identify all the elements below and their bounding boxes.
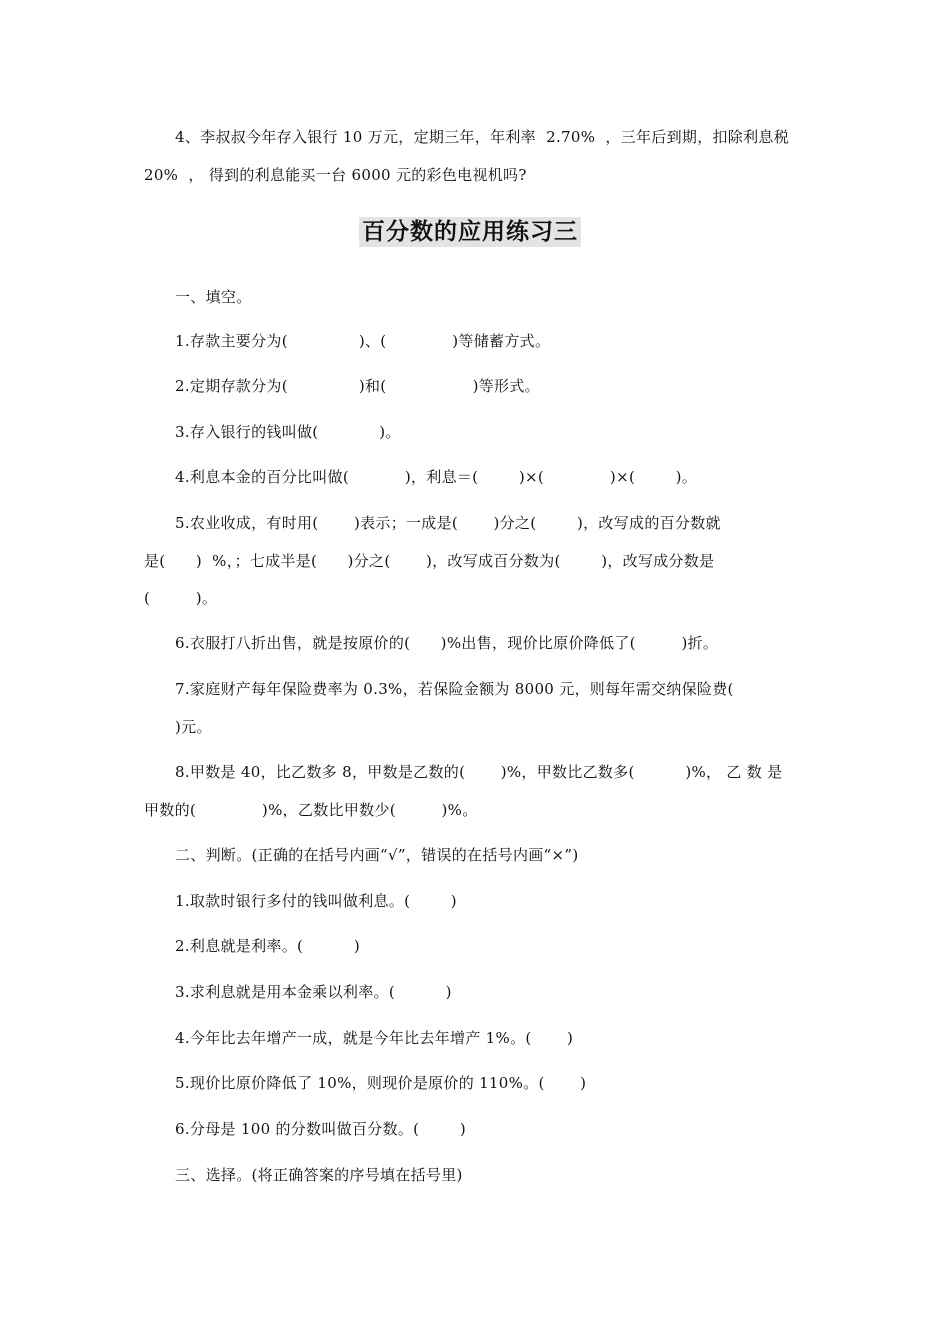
fill-blank-q8-line-1: 8.甲数是 40，比乙数多 8，甲数是乙数的( )%，甲数比乙数多( )%， 乙 数 是 — [175, 763, 783, 781]
judge-q5: 5.现价比原价降低了 10%，则现价是原价的 110%。( ) — [175, 1074, 587, 1092]
fill-blank-q5-line-2: 是( ) %，；七成半是( )分之( )，改写成百分数为( )，改写成分数是 — [144, 552, 715, 570]
fill-blank-q1: 1.存款主要分为( )、( )等储蓄方式。 — [175, 332, 551, 350]
judge-q6: 6.分母是 100 的分数叫做百分数。( ) — [175, 1120, 467, 1138]
fill-blank-q7-line-1: 7.家庭财产每年保险费率为 0.3%，若保险金额为 8000 元，则每年需交纳保险费( — [175, 680, 734, 698]
previous-problem-line-1: 4、李叔叔今年存入银行 10 万元，定期三年，年利率 2.70% ，三年后到期，扣除利息税 — [175, 128, 789, 146]
fill-blank-q6: 6.衣服打八折出售，就是按原价的( )%出售，现价比原价降低了( )折。 — [175, 634, 719, 652]
judge-q2: 2.利息就是利率。( ) — [175, 937, 360, 955]
fill-blank-q8-line-2: 甲数的( )%，乙数比甲数少( )%。 — [144, 801, 478, 819]
fill-blank-q3: 3.存入银行的钱叫做( )。 — [175, 423, 401, 441]
fill-blank-q5-line-1: 5.农业收成，有时用( )表示；一成是( )分之( )，改写成的百分数就 — [175, 514, 721, 532]
section-1-heading: 一、填空。 — [175, 288, 252, 306]
fill-blank-q4: 4.利息本金的百分比叫做( )，利息＝( )×( )×( )。 — [175, 468, 698, 486]
section-2-heading: 二、判断。(正确的在括号内画“√”，错误的在括号内画“×”) — [175, 846, 579, 864]
previous-problem-line-2: 20% ， 得到的利息能买一台 6000 元的彩色电视机吗? — [144, 166, 527, 184]
judge-q4: 4.今年比去年增产一成，就是今年比去年增产 1%。( ) — [175, 1029, 574, 1047]
fill-blank-q7-line-2: )元。 — [175, 718, 212, 736]
judge-q1: 1.取款时银行多付的钱叫做利息。( ) — [175, 892, 457, 910]
judge-q3: 3.求利息就是用本金乘以利率。( ) — [175, 983, 452, 1001]
fill-blank-q2: 2.定期存款分为( )和( )等形式。 — [175, 377, 540, 395]
fill-blank-q5-line-3: ( )。 — [144, 589, 218, 607]
worksheet-title: 百分数的应用练习三 — [359, 217, 581, 247]
section-3-heading: 三、选择。(将正确答案的序号填在括号里) — [175, 1166, 463, 1184]
